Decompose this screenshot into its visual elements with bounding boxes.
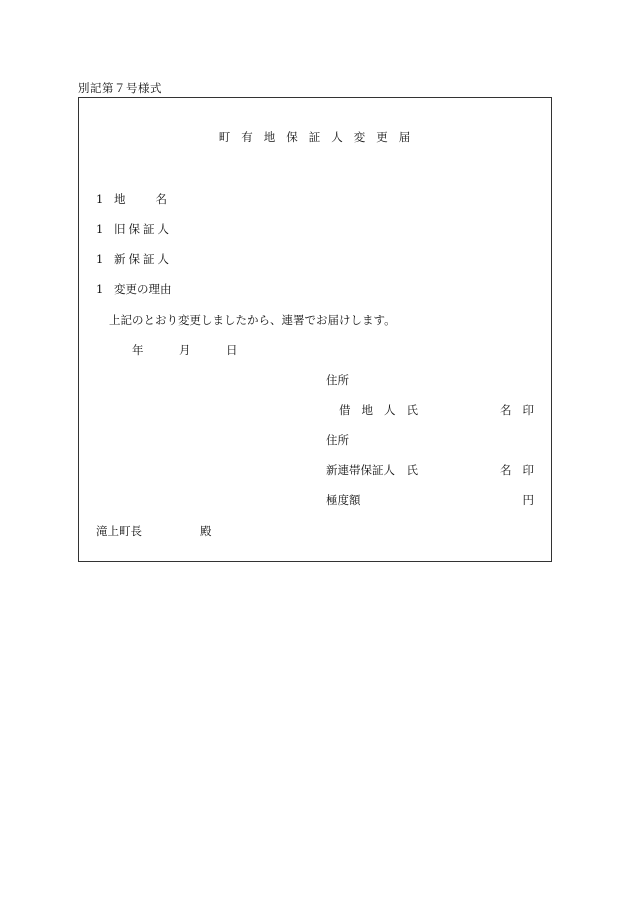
item-land-name (96, 191, 197, 207)
document-title: 町有地保証人変更届 (218, 130, 422, 144)
date-month-label: 月 (179, 343, 191, 357)
item-new-guarantor (96, 251, 172, 267)
item-label-old-guarantor: 旧保証人 (114, 222, 172, 236)
item-number: 1 (96, 282, 104, 296)
guarantor-name-label: 新連帯保証人 氏 (326, 463, 418, 477)
form-number: 別記第７号様式 (78, 81, 162, 95)
statement-text: 上記のとおり変更しましたから、連署でお届けします。 (109, 313, 396, 327)
item-number: 1 (96, 192, 104, 206)
item-old-guarantor (96, 221, 172, 237)
item-reason (96, 281, 172, 297)
borrower-name-label: 借地人氏 (339, 403, 429, 417)
item-number: 1 (96, 252, 104, 266)
borrower-seal-label: 名印 (500, 403, 545, 417)
borrower-address-label: 住所 (326, 373, 349, 387)
item-label-reason: 変更の理由 (114, 282, 172, 296)
addressee-name: 滝上町長 (96, 524, 142, 538)
item-number: 1 (96, 222, 104, 236)
item-label-land-name: 地名 (114, 192, 197, 206)
item-label-new-guarantor: 新保証人 (114, 252, 172, 266)
date-year-label: 年 (132, 343, 144, 357)
limit-unit-label: 円 (522, 493, 534, 507)
form-frame (78, 97, 552, 562)
guarantor-seal-label: 名印 (500, 463, 545, 477)
date-day-label: 日 (226, 343, 238, 357)
guarantor-address-label: 住所 (326, 433, 349, 447)
addressee (96, 523, 212, 539)
limit-amount-label: 極度額 (326, 493, 361, 507)
addressee-honorific: 殿 (200, 524, 212, 538)
